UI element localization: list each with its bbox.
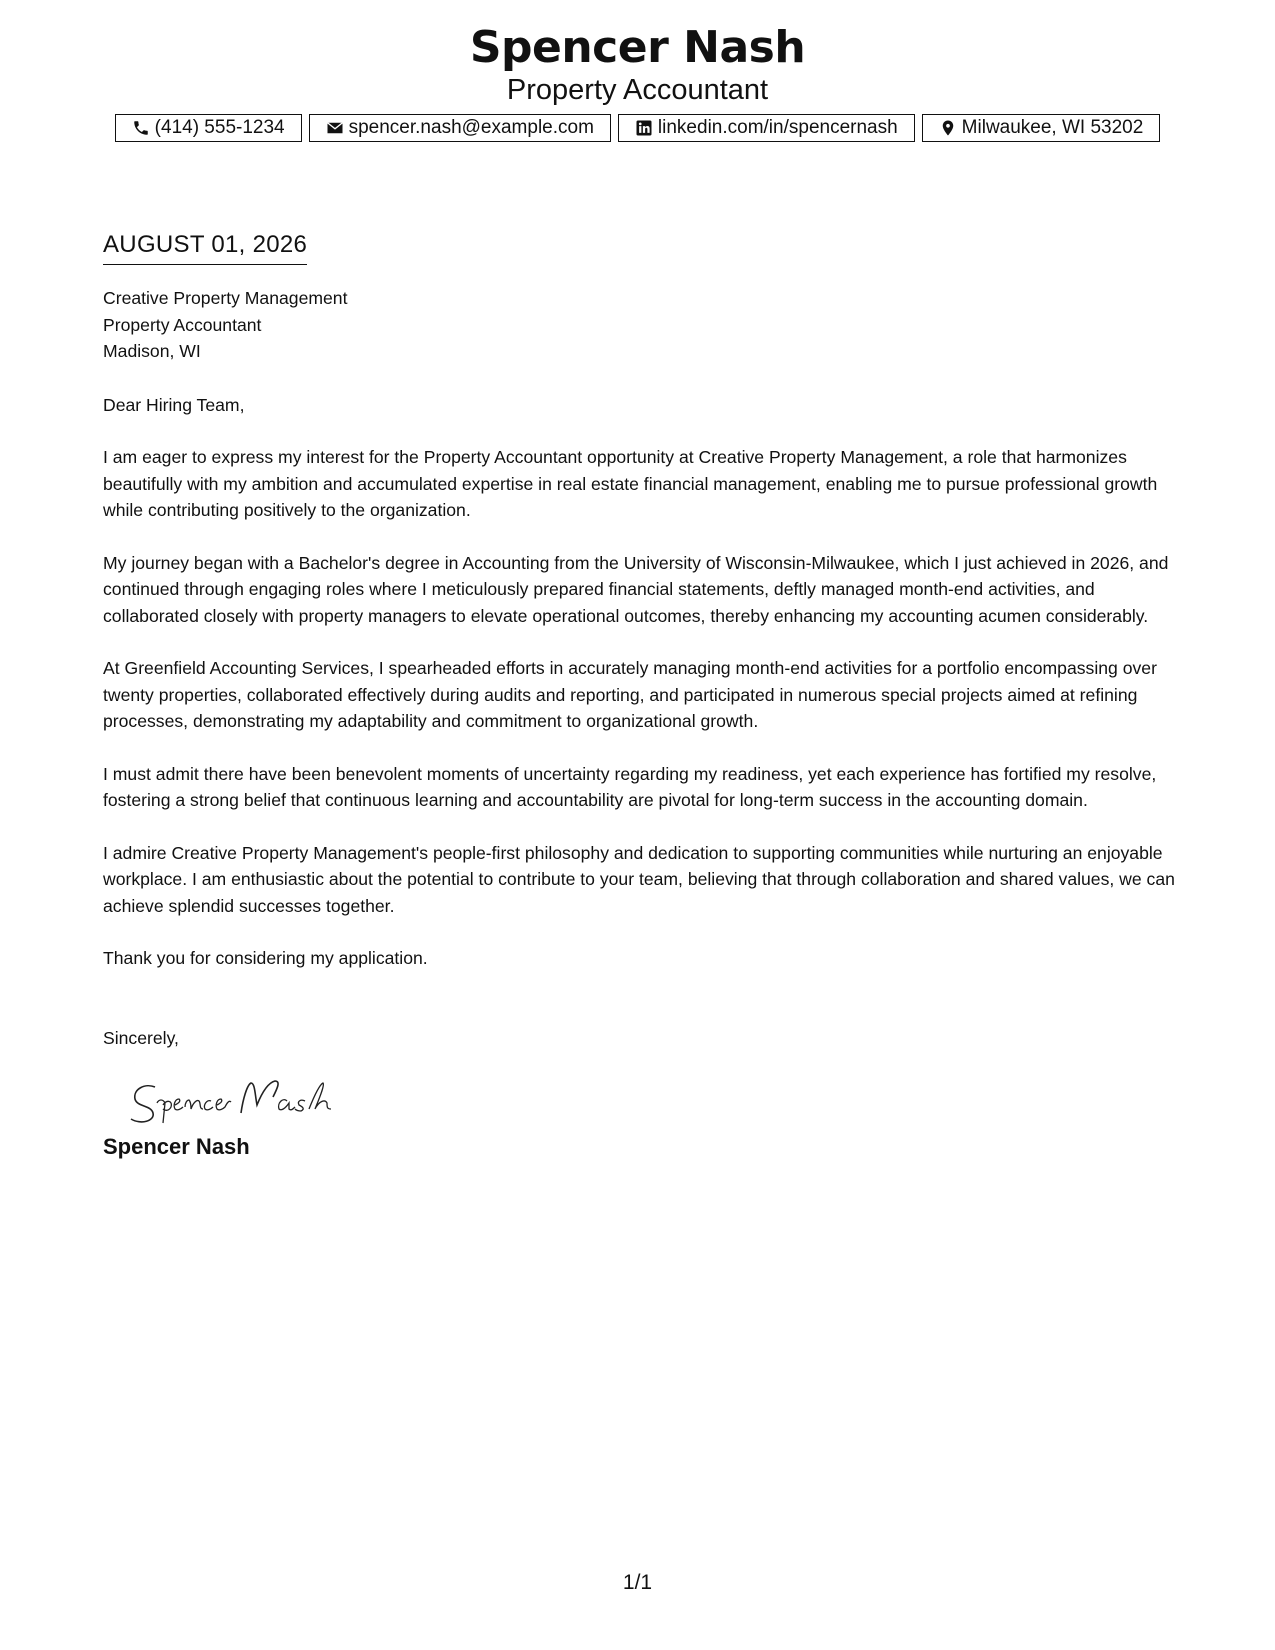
body-paragraph: I am eager to express my interest for the Property Accountant opportunity at Creative Property Management, a role that harmonizes beautifully with my ambition and accumulated expertise in real estate financial management, enabling me to pursue professional growth while contributing positively to the organization. (103, 447, 1158, 520)
body-paragraph: My journey began with a Bachelor's degree in Accounting from the University of Wisconsin-Milwaukee, which I just achieved in 2026, and continued through engaging roles where I meticulously prepared financial statements, deftly managed month-end activities, and collaborated closely with property managers to elevate operational outcomes, thereby enhancing my accounting acumen considerably. (103, 552, 1169, 626)
contact-location-text: Milwaukee, WI 53202 (961, 117, 1144, 138)
recipient-block (103, 285, 1178, 365)
page-number: 1/1 (622, 1571, 653, 1594)
letter-header (0, 22, 1275, 106)
letter-body (103, 230, 1178, 1161)
body-paragraph: Thank you for considering my application. (103, 948, 428, 968)
contact-linkedin[interactable] (618, 114, 915, 142)
recipient-company: Creative Property Management (103, 288, 348, 308)
contact-location[interactable] (922, 114, 1161, 142)
body-paragraph: I must admit there have been benevolent moments of uncertainty regarding my readiness, yet each experience has fortified my resolve, fostering a strong belief that continuous learning and accountability are pivotal for long-term success in the accounting domain. (103, 763, 1157, 810)
applicant-title: Property Accountant (506, 74, 769, 106)
applicant-name: Spencer Nash (469, 22, 806, 73)
envelope-icon (326, 119, 344, 137)
signer-name: Spencer Nash (103, 1134, 250, 1159)
contact-bar (0, 114, 1275, 142)
closing: Sincerely, (103, 1027, 179, 1048)
phone-icon (132, 119, 150, 137)
letter-date: AUGUST 01, 2026 (103, 230, 307, 265)
contact-email-text: spencer.nash@example.com (348, 117, 594, 138)
linkedin-icon (635, 119, 653, 137)
contact-email[interactable] (309, 114, 611, 142)
recipient-location: Madison, WI (103, 341, 201, 361)
recipient-position: Property Accountant (103, 314, 262, 335)
handwritten-signature (127, 1069, 1178, 1129)
body-paragraph: At Greenfield Accounting Services, I spearheaded efforts in accurately managing month-end activities for a portfolio encompassing over twenty properties, collaborated effectively during audits and reporting, and participated in numerous special projects aimed at refining processes, demonstrating my adaptability and commitment to organizational growth. (103, 658, 1157, 731)
salutation: Dear Hiring Team, (103, 394, 245, 415)
contact-linkedin-text: linkedin.com/in/spencernash (657, 117, 898, 138)
body-paragraph: I admire Creative Property Management's people-first philosophy and dedication to supporting communities while nurturing an enjoyable workplace. I am enthusiastic about the potential to contribute to your team, believing that through collaboration and shared values, we can achieve splendid successes together. (103, 842, 1175, 916)
contact-phone[interactable] (115, 114, 302, 142)
map-marker-icon (939, 119, 957, 137)
contact-phone-text: (414) 555-1234 (154, 117, 285, 138)
